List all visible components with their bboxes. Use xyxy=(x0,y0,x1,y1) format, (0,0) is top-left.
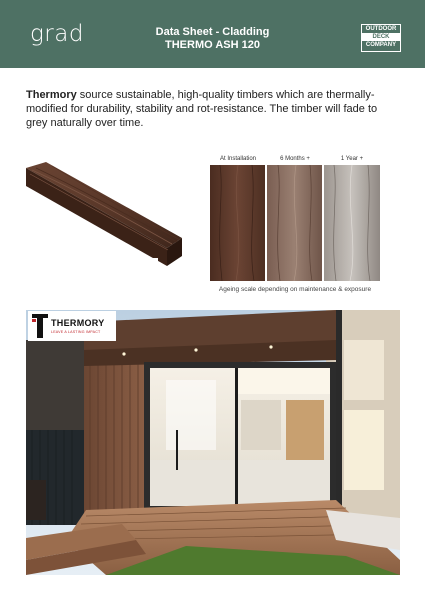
intro-text: source sustainable, high-quality timbers which are thermally-modified for durability, stability and rot-resistance. The timber will fade to grey naturally over time. xyxy=(26,89,378,129)
thermory-tagline: LEAVE A LASTING IMPACT xyxy=(51,330,101,334)
thermory-logo xyxy=(28,311,116,341)
page-title xyxy=(110,26,315,52)
installation-photo xyxy=(26,310,400,575)
badge-line-3: COMPANY xyxy=(365,42,397,48)
title-line-1: Data Sheet - Cladding xyxy=(155,26,270,38)
badge-line-1: OUTDOOR xyxy=(365,26,397,32)
intro-brand: Thermory xyxy=(26,89,77,101)
title-line-2: THERMO ASH 120 xyxy=(165,39,260,51)
stage-label-6-months: 6 Months + xyxy=(280,156,310,162)
grad-logo: grad xyxy=(30,21,84,47)
outdoor-deck-company-logo xyxy=(361,24,401,52)
badge-line-2: DECK xyxy=(362,33,400,41)
cladding-board-image xyxy=(22,160,182,280)
stage-label-installation: At Installation xyxy=(219,156,257,162)
thermory-t-mark-icon xyxy=(32,314,48,338)
thermory-brand: THERMORY xyxy=(51,318,105,328)
header-bar xyxy=(0,0,425,68)
intro-paragraph xyxy=(26,88,401,130)
ageing-caption: Ageing scale depending on maintenance & exposure xyxy=(218,286,372,293)
ageing-samples-image xyxy=(210,165,380,281)
stage-label-1-year: 1 Year + xyxy=(340,156,364,162)
